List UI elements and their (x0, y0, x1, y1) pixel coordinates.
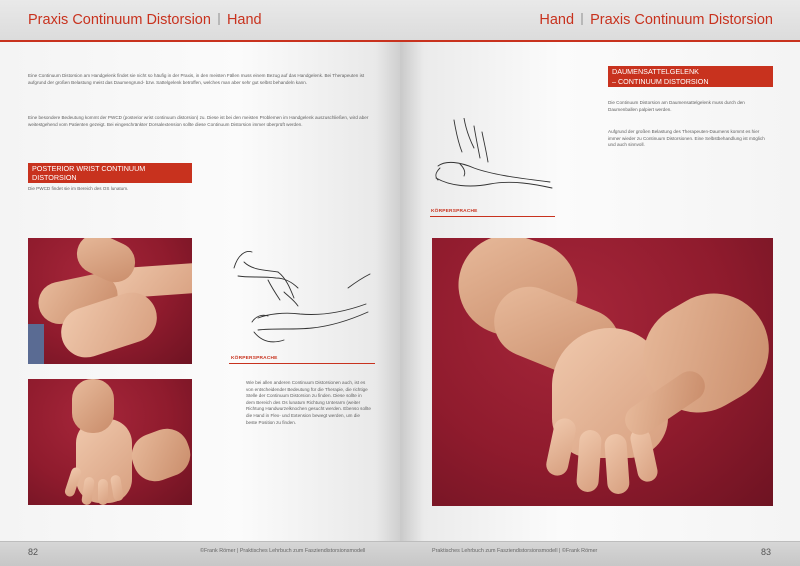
thumb-saddle-paragraph-1: Die Continuum Distorsion am Daumensattelgelenk muss durch den Daumenballen palpiert werden. (608, 100, 745, 112)
thumb-saddle-paragraph-2: Aufgrund der großen Belastung des Therapeuten-Daumens kommt es hier immer wieder zu Continuum Distorsionen. Eine Selbstbehandlung ist möglich und auch sinnvoll. (608, 129, 765, 148)
patient-finger (98, 479, 108, 505)
posterior-wrist-section-title: POSTERIOR WRIST CONTINUUM DISTORSION (28, 163, 192, 183)
right-body-language-caption: KÖRPERSPRACHE (431, 209, 478, 214)
header-divider (581, 13, 583, 25)
patient-finger (576, 429, 602, 492)
left-footer-text: ©Frank Römer | Praktisches Lehrbuch zum Fasziendistorsionsmodell (200, 548, 366, 554)
photo-thumb-saddle-treatment (432, 238, 773, 506)
left-intro-paragraph-1: Eine Continuum Distorsion am Handgelenk findet sie nicht so häufig in der Praxis, in den meisten Fällen muss einem Bezug auf das Handgelenk. Bei Therapeuten ist aufgrund der großen Belastung meist das Daumengrund- bzw. Sattelgelenk betroffen, welches man aber sehr gut selbst behandeln kann. (28, 73, 365, 85)
right-caption-rule (430, 216, 555, 217)
right-page-number: 83 (761, 547, 772, 557)
left-header-title (28, 12, 262, 28)
left-page-number: 82 (28, 547, 39, 557)
right-footer-text: Praktisches Lehrbuch zum Fasziendistorsionsmodell | ©Frank Römer (432, 548, 598, 554)
therapist-hand-top (72, 379, 114, 433)
header-divider (218, 13, 220, 25)
therapist-sleeve (28, 324, 44, 364)
left-intro-paragraph-2: Eine besondere Bedeutung kommt der PWCD (posterior wrist continuum distorsion) zu. Diese ist bei den meisten Problemen im Handgelenk auszuschließen, wird aber weitestgehend vom Patienten gezeigt. Bei eingeschränkter Dorsalextension sollte diese Continuum Distorsion immer überprüft werden. (28, 115, 369, 127)
body-language-sketch-thumb (430, 118, 554, 196)
left-header-sub: Hand (226, 12, 262, 28)
left-body-paragraph: Wie bei allen anderen Continuum Distorsionen auch, ist es von entscheidender Bedeutung für die Therapie, die richtige Stelle der Continuum Distorsion zu finden. Diese sollte in dem Bereich des Os lunatum Richtung Unterarm (weiter Richtung Handwurzelknochen gesucht werden. Ebenso sollte die Hand in Flex- und Extension bewegt werden, um die beste Position zu finden. (246, 380, 371, 425)
left-caption-rule (229, 363, 375, 364)
body-language-sketch-wrist (228, 248, 376, 350)
right-header-title (539, 12, 773, 28)
posterior-wrist-section-text: Die PWCD findet sie im Bereich des OS lunatum. (28, 186, 129, 191)
right-header-sub: Hand (539, 12, 575, 28)
right-header-main: Praxis Continuum Distorsion (590, 12, 773, 28)
thumb-saddle-section-title (608, 66, 773, 87)
photo-wrist-treatment (28, 379, 192, 505)
left-body-language-caption: KÖRPERSPRACHE (231, 356, 278, 361)
right-page (400, 0, 800, 566)
left-header-main: Praxis Continuum Distorsion (28, 12, 211, 28)
photo-wrist-palpation (28, 238, 192, 364)
thumb-saddle-title-line1: DAUMENSATTELGELENK (612, 67, 699, 76)
thumb-saddle-title-line2: – CONTINUUM DISTORSION (612, 76, 709, 86)
patient-finger (604, 433, 630, 494)
